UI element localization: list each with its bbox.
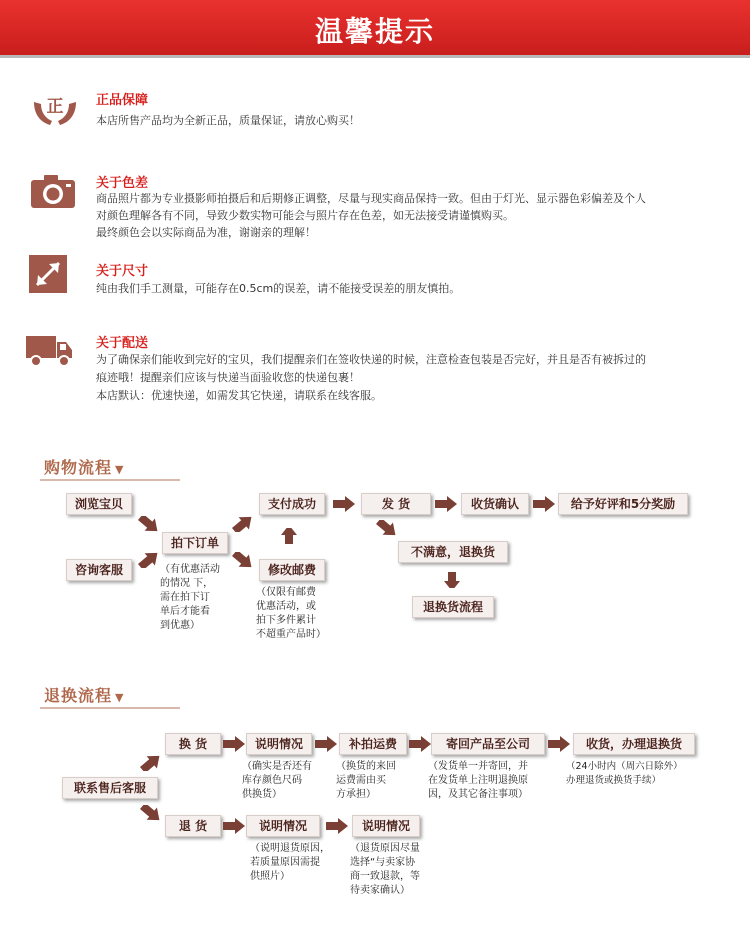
- step-pay-shipping: 补拍运费: [339, 733, 407, 755]
- step-ship: 发 货: [361, 493, 431, 515]
- return-flow-title-text: 退换流程: [44, 686, 113, 705]
- note-line: 单后才能看: [160, 606, 210, 617]
- note-line: 在发货单上注明退换原: [428, 775, 528, 786]
- arrow-right-icon: [435, 496, 457, 512]
- explain-refund-note: [250, 842, 330, 884]
- header-banner: [0, 0, 750, 58]
- note-line: 需在拍下订: [160, 592, 210, 603]
- note-line: 待卖家确认）: [350, 885, 410, 896]
- note-line: 方承担）: [336, 789, 376, 800]
- return-flow-title: [44, 683, 124, 706]
- camera-icon: [28, 172, 78, 212]
- arrow-right-icon: [315, 736, 337, 752]
- divider: [40, 479, 180, 481]
- explain-exchange-note: [242, 760, 312, 802]
- notice-text: 本店默认：优速快递，如需发其它快递，请联系在线客服。: [96, 389, 382, 402]
- note-line: （退货原因尽量: [350, 843, 420, 854]
- page-title: 温馨提示: [314, 15, 435, 48]
- arrow-down-right-icon: [138, 516, 160, 532]
- notice-title-color: 关于色差: [96, 176, 149, 191]
- notice-title-genuine: 正品保障: [96, 93, 149, 108]
- note-line: 供换货）: [242, 789, 282, 800]
- step-contact-service: 联系售后客服: [62, 777, 158, 799]
- note-line: （有优惠活动: [160, 564, 220, 575]
- notice-text: 对颜色理解各有不同，导致少数实物可能会与照片存在色差，如无法接受请谨慎购买。: [96, 209, 514, 222]
- divider: [40, 707, 180, 709]
- note-line: 优惠活动，或: [256, 601, 316, 612]
- step-receive: 收货，办理退换货: [573, 733, 695, 755]
- explain-refund-2-note: [350, 842, 420, 898]
- note-line: （说明退货原因，: [250, 843, 330, 854]
- step-modify-postage: 修改邮费: [259, 559, 325, 581]
- notice-text: 最终颜色会以实际商品为准，谢谢亲的理解！: [96, 226, 316, 239]
- note-line: 不超重产品时）: [256, 629, 326, 640]
- arrow-right-icon: [333, 496, 355, 512]
- step-send-back: 寄回产品至公司: [431, 733, 545, 755]
- notice-text: 纯由我们手工测量，可能存在0.5cm的误差，请不能接受误差的朋友慎拍。: [96, 282, 461, 295]
- resize-arrow-icon: [28, 254, 68, 294]
- step-consult: 咨询客服: [66, 559, 132, 581]
- arrow-right-icon: [409, 736, 431, 752]
- arrow-up-icon: [278, 528, 300, 544]
- step-confirm: 收货确认: [461, 493, 529, 515]
- note-line: 拍下多件累计: [256, 615, 316, 626]
- notice-text: 商品照片都为专业摄影师拍摄后和后期修正调整，尽量与现实商品保持一致。但由于灯光、显示器色彩偏差及个人: [96, 192, 646, 205]
- shopping-flow-title-text: 购物流程: [44, 458, 113, 477]
- notice-title-delivery: 关于配送: [96, 336, 149, 351]
- triangle-down-icon: ▼: [115, 463, 125, 476]
- arrow-right-icon: [326, 818, 348, 834]
- notice-text: 痕迹哦！提醒亲们应该与快递当面验收您的快递包裹！: [96, 371, 360, 384]
- order-note: [160, 563, 220, 633]
- step-explain-exchange: 说明情况: [246, 733, 312, 755]
- note-line: （发货单一并寄回，并: [428, 761, 528, 772]
- svg-text:正: 正: [46, 97, 64, 117]
- step-pay: 支付成功: [259, 493, 325, 515]
- note-line: 的情况 下，: [160, 578, 214, 589]
- note-line: 选择“与卖家协: [350, 857, 416, 868]
- step-review: 给予好评和5分奖励: [558, 493, 688, 515]
- arrow-right-icon: [223, 818, 245, 834]
- postage-note: [256, 586, 326, 642]
- arrow-down-right-icon: [376, 520, 398, 536]
- send-back-note: [428, 760, 528, 802]
- step-return-flow: 退换货流程: [412, 596, 494, 618]
- note-line: 办理退货或换货手续）: [566, 775, 662, 786]
- note-line: 商一致退款，等: [350, 871, 420, 882]
- note-line: 运费需由买: [336, 775, 386, 786]
- arrow-down-right-icon: [232, 552, 254, 568]
- arrow-right-icon: [223, 736, 245, 752]
- arrow-right-icon: [548, 736, 570, 752]
- step-exchange: 换 货: [165, 733, 221, 755]
- note-line: 库存颜色尺码: [242, 775, 302, 786]
- note-line: （确实是否还有: [242, 761, 312, 772]
- triangle-down-icon: ▼: [115, 691, 125, 704]
- step-browse: 浏览宝贝: [66, 493, 132, 515]
- notice-text: 为了确保亲们能收到完好的宝贝，我们提醒亲们在签收快递的时候，注意检查包装是否完好，并且是否有被拆过的: [96, 353, 646, 366]
- arrow-up-right-icon: [232, 516, 254, 532]
- step-refund: 退 货: [165, 815, 221, 837]
- arrow-right-icon: [533, 496, 555, 512]
- note-line: 若质量原因需提: [250, 857, 320, 868]
- note-line: （仅限有邮费: [256, 587, 316, 598]
- note-line: 因，及其它备注事项）: [428, 789, 528, 800]
- note-line: （换货的来回: [336, 761, 396, 772]
- step-explain-refund-2: 说明情况: [352, 815, 420, 837]
- note-line: （24小时内（周六日除外）: [566, 761, 683, 772]
- notice-title-size: 关于尺寸: [96, 264, 149, 279]
- step-order: 拍下订单: [162, 532, 228, 554]
- receive-note: [566, 760, 683, 788]
- notice-text: 本店所售产品均为全新正品，质量保证，请放心购买！: [96, 114, 360, 127]
- shopping-flow-title: [44, 455, 124, 478]
- note-line: 到优惠）: [160, 620, 200, 631]
- step-unsatisfied: 不满意，退换货: [398, 541, 508, 563]
- arrow-up-right-icon: [138, 552, 160, 568]
- arrow-down-icon: [441, 572, 463, 588]
- arrow-up-right-icon: [140, 755, 162, 771]
- truck-icon: [24, 330, 74, 370]
- note-line: 供照片）: [250, 871, 290, 882]
- step-explain-refund: 说明情况: [246, 815, 320, 837]
- arrow-down-right-icon: [140, 805, 162, 821]
- pay-shipping-note: [336, 760, 396, 802]
- hands-zheng-icon: [30, 88, 80, 128]
